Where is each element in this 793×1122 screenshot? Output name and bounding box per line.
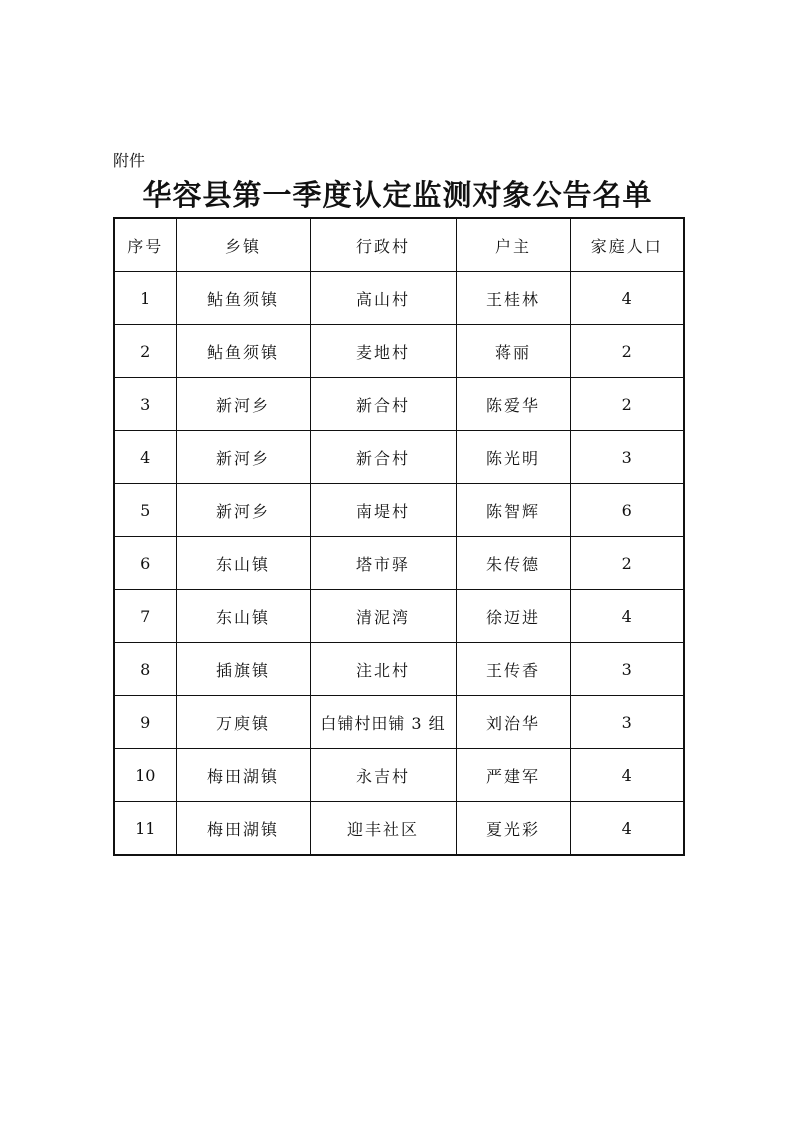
cell-village: 麦地村 — [310, 325, 456, 378]
table-row — [114, 749, 684, 802]
cell-serial-number: 10 — [114, 749, 176, 802]
cell-township: 鲇鱼须镇 — [176, 272, 310, 325]
cell-township: 东山镇 — [176, 537, 310, 590]
cell-serial-number: 11 — [114, 802, 176, 856]
cell-township: 万庾镇 — [176, 696, 310, 749]
cell-household-head: 夏光彩 — [456, 802, 570, 856]
table-header-row — [114, 218, 684, 272]
cell-village: 注北村 — [310, 643, 456, 696]
monitoring-roster-table — [113, 217, 685, 856]
cell-township: 插旗镇 — [176, 643, 310, 696]
cell-village: 迎丰社区 — [310, 802, 456, 856]
cell-family-size: 3 — [570, 643, 684, 696]
cell-village: 清泥湾 — [310, 590, 456, 643]
cell-township: 新河乡 — [176, 484, 310, 537]
cell-serial-number: 9 — [114, 696, 176, 749]
cell-township: 新河乡 — [176, 378, 310, 431]
attachment-label: 附件 — [113, 151, 146, 170]
cell-household-head: 蒋丽 — [456, 325, 570, 378]
cell-household-head: 严建军 — [456, 749, 570, 802]
cell-household-head: 朱传德 — [456, 537, 570, 590]
header-family-size: 家庭人口 — [570, 218, 684, 272]
cell-village: 南堤村 — [310, 484, 456, 537]
cell-family-size: 4 — [570, 802, 684, 856]
cell-township: 新河乡 — [176, 431, 310, 484]
cell-serial-number: 1 — [114, 272, 176, 325]
cell-township: 东山镇 — [176, 590, 310, 643]
cell-family-size: 3 — [570, 431, 684, 484]
cell-family-size: 4 — [570, 749, 684, 802]
cell-village: 高山村 — [310, 272, 456, 325]
cell-family-size: 4 — [570, 272, 684, 325]
page-title: 华容县第一季度认定监测对象公告名单 — [142, 178, 653, 212]
cell-serial-number: 8 — [114, 643, 176, 696]
cell-family-size: 4 — [570, 590, 684, 643]
cell-household-head: 王传香 — [456, 643, 570, 696]
cell-village: 新合村 — [310, 378, 456, 431]
cell-household-head: 陈智辉 — [456, 484, 570, 537]
table-row — [114, 431, 684, 484]
cell-family-size: 3 — [570, 696, 684, 749]
cell-township: 鲇鱼须镇 — [176, 325, 310, 378]
cell-family-size: 2 — [570, 325, 684, 378]
cell-serial-number: 2 — [114, 325, 176, 378]
cell-village: 白铺村田铺 3 组 — [310, 696, 456, 749]
cell-serial-number: 4 — [114, 431, 176, 484]
cell-family-size: 6 — [570, 484, 684, 537]
header-township: 乡镇 — [176, 218, 310, 272]
table-row — [114, 802, 684, 856]
cell-household-head: 刘治华 — [456, 696, 570, 749]
header-village: 行政村 — [310, 218, 456, 272]
table-row — [114, 272, 684, 325]
cell-serial-number: 6 — [114, 537, 176, 590]
cell-village: 新合村 — [310, 431, 456, 484]
cell-village: 永吉村 — [310, 749, 456, 802]
header-serial-number: 序号 — [114, 218, 176, 272]
table-row — [114, 590, 684, 643]
cell-household-head: 陈光明 — [456, 431, 570, 484]
cell-serial-number: 7 — [114, 590, 176, 643]
cell-village: 塔市驿 — [310, 537, 456, 590]
table-row — [114, 378, 684, 431]
table-row — [114, 643, 684, 696]
cell-household-head: 徐迈进 — [456, 590, 570, 643]
cell-township: 梅田湖镇 — [176, 749, 310, 802]
cell-household-head: 陈爱华 — [456, 378, 570, 431]
cell-township: 梅田湖镇 — [176, 802, 310, 856]
header-household-head: 户主 — [456, 218, 570, 272]
cell-household-head: 王桂林 — [456, 272, 570, 325]
cell-serial-number: 3 — [114, 378, 176, 431]
cell-family-size: 2 — [570, 378, 684, 431]
table-row — [114, 484, 684, 537]
cell-family-size: 2 — [570, 537, 684, 590]
table-row — [114, 325, 684, 378]
cell-serial-number: 5 — [114, 484, 176, 537]
table-row — [114, 537, 684, 590]
table-row — [114, 696, 684, 749]
